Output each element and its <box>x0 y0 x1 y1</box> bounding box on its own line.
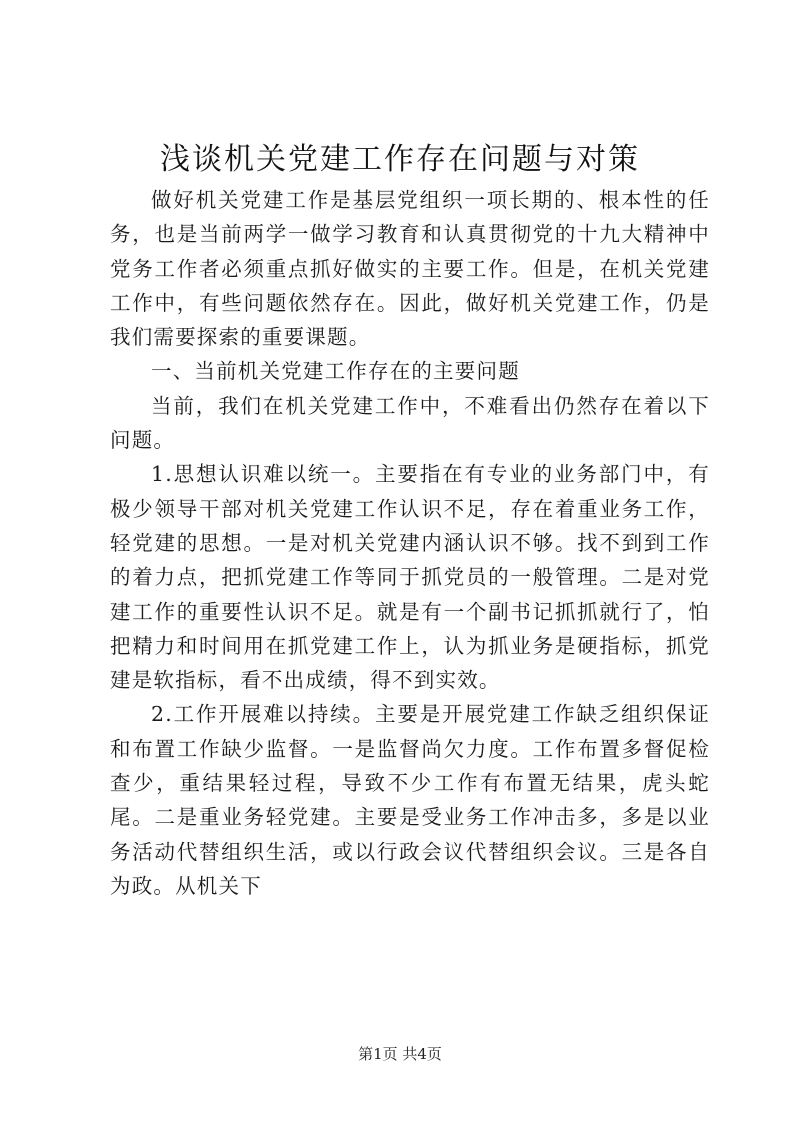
paragraph-current: 当前，我们在机关党建工作中，不难看出仍然存在着以下问题。 <box>110 393 710 453</box>
paragraph-point-2: 2.工作开展难以持续。主要是开展党建工作缺乏组织保证和布置工作缺少监督。一是监督尚欠力度。工作布置多督促检查少，重结果轻过程，导致不少工作有布置无结果，虎头蛇尾。二是重业务轻党建。主要是受业务工作冲击多，多是以业务活动代替组织生活，或以行政会议代替组织会议。三是各自为政。从机关下 <box>110 702 710 898</box>
document-title: 浅谈机关党建工作存在问题与对策 <box>160 142 640 177</box>
section-heading: 一、当前机关党建工作存在的主要问题 <box>151 359 520 384</box>
page-number-footer: 第1页 共4页 <box>358 1045 442 1063</box>
document-body <box>110 183 710 903</box>
paragraph-point-1: 1.思想认识难以统一。主要指在有专业的业务部门中，有极少领导干部对机关党建工作认识不足，存在着重业务工作，轻党建的思想。一是对机关党建内涵认识不够。找不到到工作的着力点，把抓党建工作等同于抓党员的一般管理。二是对党建工作的重要性认识不足。就是有一个副书记抓抓就行了，怕把精力和时间用在抓党建工作上，认为抓业务是硬指标，抓党建是软指标，看不出成绩，得不到实效。 <box>110 462 710 693</box>
paragraph-intro: 做好机关党建工作是基层党组织一项长期的、根本性的任务，也是当前两学一做学习教育和认真贯彻党的十九大精神中党务工作者必须重点抓好做实的主要工作。但是，在机关党建工作中，有些问题依然存在。因此，做好机关党建工作，仍是我们需要探索的重要课题。 <box>110 188 710 350</box>
